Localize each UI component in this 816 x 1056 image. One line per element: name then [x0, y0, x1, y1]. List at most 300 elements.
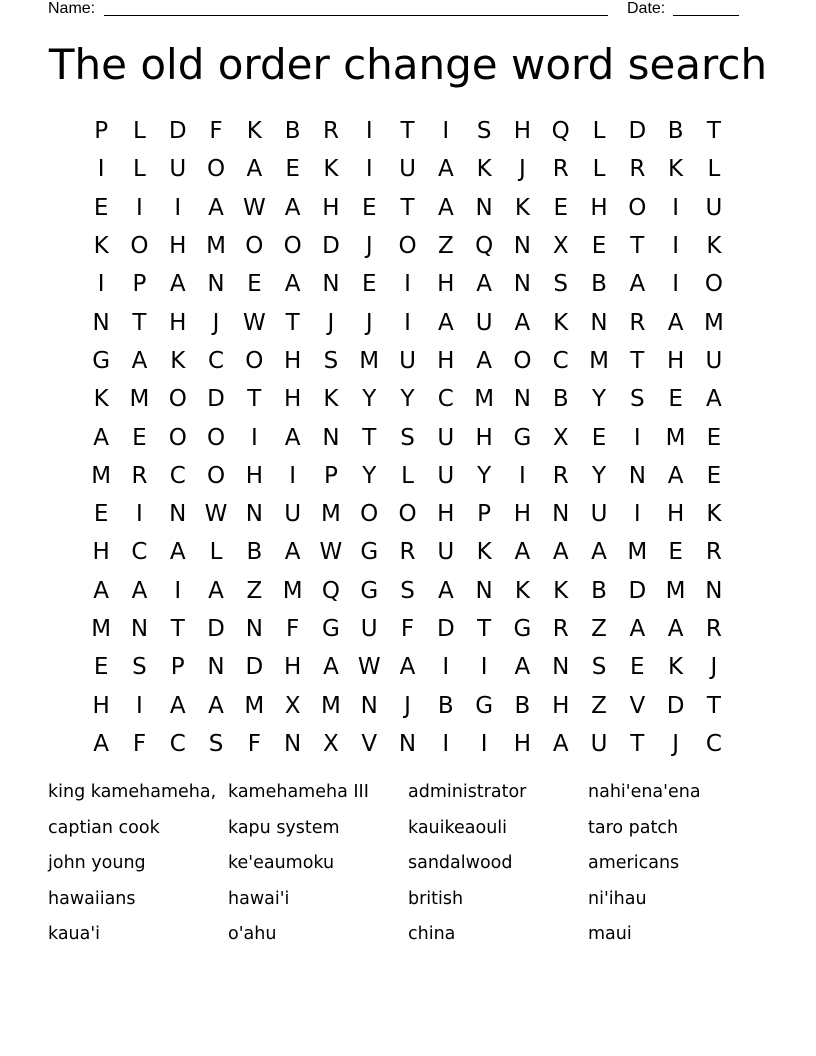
grid-letter: A	[208, 194, 224, 221]
grid-letter: H	[666, 347, 685, 374]
grid-letter: W	[242, 194, 266, 221]
grid-letter: O	[206, 462, 226, 489]
grid-letter: R	[322, 118, 339, 145]
grid-letter: P	[477, 501, 492, 528]
grid-letter: H	[92, 539, 110, 566]
grid-letter: L	[592, 156, 606, 183]
grid-letter: T	[630, 347, 645, 374]
grid-letter: G	[475, 692, 494, 719]
grid-letter: F	[209, 118, 223, 145]
name-label: Name:	[48, 0, 96, 17]
grid-letter: H	[437, 271, 455, 298]
grid-letter: S	[591, 654, 607, 681]
grid-letter: R	[399, 539, 416, 566]
word-list-item: administrator	[408, 782, 527, 802]
grid-letter: J	[327, 309, 335, 336]
grid-letter: N	[513, 233, 532, 260]
grid-letter: K	[93, 233, 109, 260]
grid-letter: N	[92, 309, 110, 336]
grid-letter: K	[514, 194, 530, 221]
grid-letter: D	[436, 616, 455, 642]
grid-letter: K	[668, 156, 684, 183]
grid-letter: I	[365, 118, 373, 145]
grid-letter: X	[552, 424, 569, 451]
grid-letter: A	[208, 577, 224, 604]
grid-letter: S	[400, 577, 415, 604]
grid-letter: I	[174, 194, 182, 221]
grid-letter: K	[93, 386, 109, 413]
grid-letter: J	[672, 730, 679, 757]
grid-letter: T	[362, 424, 377, 451]
grid-letter: H	[475, 424, 493, 451]
grid-letter: I	[442, 118, 450, 145]
grid-letter: Y	[362, 462, 377, 489]
grid-letter: Q	[551, 118, 570, 145]
grid-letter: Z	[591, 616, 607, 642]
grid-letter: M	[665, 424, 686, 451]
grid-letter: A	[208, 692, 224, 719]
grid-letter: E	[247, 271, 262, 298]
grid-letter: D	[207, 616, 225, 642]
grid-letter: O	[206, 424, 226, 451]
grid-letter: E	[553, 194, 568, 221]
grid-letter: I	[97, 271, 105, 298]
word-list-item: o'ahu	[228, 924, 277, 944]
grid-letter: A	[437, 577, 454, 604]
grid-letter: A	[629, 616, 646, 642]
grid-letter: A	[93, 577, 110, 604]
grid-letter: E	[668, 386, 683, 413]
grid-letter: X	[552, 233, 569, 260]
grid-letter: A	[169, 271, 186, 298]
grid-letter: M	[206, 233, 226, 260]
grid-letter: O	[704, 271, 723, 298]
grid-letter: C	[131, 539, 148, 566]
grid-letter: B	[667, 118, 684, 145]
grid-letter: M	[91, 462, 112, 489]
grid-letter: U	[705, 194, 723, 221]
grid-letter: H	[590, 194, 608, 221]
grid-letter: Y	[400, 386, 415, 413]
grid-letter: G	[92, 347, 111, 374]
grid-letter: U	[399, 156, 416, 183]
grid-letter: U	[705, 347, 723, 374]
grid-letter: A	[514, 539, 531, 566]
grid-letter: D	[322, 233, 340, 260]
grid-letter: H	[245, 462, 263, 489]
grid-letter: M	[703, 309, 724, 336]
grid-letter: A	[284, 271, 301, 298]
grid-letter: J	[365, 309, 373, 336]
grid-letter: E	[591, 424, 607, 451]
grid-letter: N	[284, 730, 302, 757]
grid-letter: D	[245, 654, 264, 681]
word-list-item: kamehameha III	[228, 782, 369, 802]
grid-letter: U	[590, 501, 608, 528]
grid-letter: I	[672, 271, 679, 298]
grid-letter: O	[398, 233, 417, 260]
grid-letter: I	[97, 156, 105, 183]
grid-letter: J	[404, 692, 411, 719]
grid-letter: H	[322, 194, 340, 221]
grid-letter: S	[400, 424, 415, 451]
grid-letter: M	[321, 692, 341, 719]
grid-letter: U	[590, 730, 608, 757]
grid-letter: R	[629, 309, 646, 336]
grid-letter: H	[283, 386, 302, 413]
grid-letter: I	[365, 156, 373, 183]
grid-letter: J	[710, 654, 718, 681]
grid-letter: T	[630, 730, 645, 757]
grid-letter: T	[170, 616, 185, 642]
grid-letter: O	[206, 156, 226, 183]
grid-letter: A	[246, 156, 263, 183]
grid-letter: P	[323, 462, 338, 489]
grid-letter: G	[360, 577, 379, 604]
word-list-item: nahi'ena'ena	[588, 782, 701, 802]
grid-letter: M	[627, 539, 648, 566]
grid-letter: W	[319, 539, 343, 566]
page-title: The old order change word search	[48, 40, 768, 89]
grid-letter: U	[169, 156, 187, 183]
grid-letter: K	[553, 577, 569, 604]
grid-letter: U	[437, 424, 455, 451]
grid-letter: S	[476, 118, 492, 145]
grid-letter: C	[208, 347, 225, 374]
grid-letter: I	[519, 462, 526, 489]
grid-letter: K	[668, 654, 684, 681]
grid-letter: A	[437, 309, 454, 336]
grid-letter: R	[552, 156, 569, 183]
grid-letter: Z	[437, 233, 454, 260]
word-list-item: kaua'i	[48, 924, 101, 944]
grid-letter: N	[628, 462, 646, 489]
grid-letter: I	[289, 462, 297, 489]
grid-letter: S	[208, 730, 224, 757]
grid-letter: P	[94, 118, 109, 145]
grid-letter: N	[130, 616, 149, 642]
grid-letter: I	[480, 654, 488, 681]
grid-letter: N	[552, 501, 570, 528]
grid-letter: E	[361, 271, 377, 298]
word-list-item: ni'ihau	[588, 888, 647, 909]
grid-letter: I	[672, 194, 679, 221]
grid-letter: B	[514, 692, 531, 719]
grid-letter: I	[672, 233, 679, 260]
grid-letter: O	[168, 424, 187, 451]
grid-letter: N	[513, 386, 532, 413]
grid-letter: F	[400, 616, 415, 642]
grid-letter: A	[552, 730, 569, 757]
word-list-item: kauikeaouli	[408, 817, 508, 838]
grid-letter: O	[360, 501, 379, 528]
grid-letter: H	[513, 118, 532, 145]
grid-letter: A	[284, 539, 301, 566]
grid-letter: N	[169, 501, 187, 528]
date-label: Date:	[627, 0, 666, 17]
grid-letter: K	[514, 577, 530, 604]
grid-letter: H	[437, 347, 455, 374]
grid-letter: R	[552, 462, 569, 489]
grid-letter: E	[706, 462, 722, 489]
grid-letter: H	[437, 501, 455, 528]
grid-letter: M	[474, 386, 495, 413]
grid-letter: A	[667, 616, 684, 642]
grid-letter: Q	[321, 577, 340, 604]
grid-letter: Y	[591, 462, 607, 489]
grid-letter: D	[666, 692, 685, 719]
word-list-item: americans	[588, 853, 680, 873]
grid-letter: L	[592, 118, 606, 145]
grid-letter: A	[629, 271, 646, 298]
grid-letter: B	[591, 271, 607, 298]
grid-letter: I	[442, 730, 450, 757]
grid-letter: A	[437, 156, 454, 183]
word-list-item: china	[408, 924, 456, 944]
grid-letter: H	[666, 501, 685, 528]
grid-letter: N	[513, 271, 532, 298]
grid-letter: H	[513, 501, 532, 528]
grid-letter: U	[437, 462, 455, 489]
grid-letter: T	[400, 194, 415, 221]
grid-letter: M	[589, 347, 609, 374]
grid-letter: A	[169, 539, 186, 566]
grid-letter: U	[475, 309, 493, 336]
grid-letter: E	[93, 194, 109, 221]
grid-letter: A	[131, 577, 148, 604]
grid-letter: G	[360, 539, 379, 566]
grid-letter: M	[129, 386, 150, 413]
grid-letter: M	[359, 347, 380, 374]
grid-letter: S	[553, 271, 569, 298]
grid-letter: A	[399, 654, 416, 681]
grid-letter: O	[628, 194, 647, 221]
word-list-item: sandalwood	[408, 853, 513, 873]
grid-letter: K	[476, 539, 492, 566]
grid-letter: S	[132, 654, 147, 681]
grid-letter: E	[591, 233, 607, 260]
grid-letter: E	[285, 156, 300, 183]
grid-letter: F	[132, 730, 147, 757]
word-list-item: hawai'i	[228, 888, 290, 909]
date-blank-line	[673, 15, 739, 16]
worksheet-header	[0, 0, 816, 22]
grid-letter: K	[553, 309, 569, 336]
grid-letter: N	[590, 309, 608, 336]
grid-letter: J	[212, 309, 220, 336]
grid-letter: R	[131, 462, 148, 489]
grid-letter: M	[665, 577, 686, 604]
grid-letter: F	[247, 730, 261, 757]
grid-letter: S	[323, 347, 339, 374]
grid-letter: T	[706, 692, 721, 719]
grid-letter: I	[136, 692, 143, 719]
grid-letter: L	[401, 462, 414, 489]
grid-letter: T	[285, 309, 300, 336]
grid-letter: I	[136, 194, 143, 221]
grid-letter: G	[513, 616, 532, 642]
grid-letter: C	[437, 386, 454, 413]
grid-letter: N	[207, 271, 225, 298]
grid-letter: B	[591, 577, 607, 604]
grid-letter: O	[168, 386, 187, 413]
grid-letter: X	[323, 730, 339, 757]
grid-letter: Z	[246, 577, 263, 604]
grid-letter: A	[591, 539, 607, 566]
grid-letter: O	[245, 347, 264, 374]
grid-letter: Y	[477, 462, 492, 489]
grid-letter: R	[629, 156, 646, 183]
grid-letter: P	[132, 271, 147, 298]
grid-letter: Z	[591, 692, 607, 719]
grid-letter: Y	[591, 386, 607, 413]
grid-letter: V	[629, 692, 646, 719]
word-list-item: john young	[48, 853, 146, 873]
grid-letter: H	[552, 692, 570, 719]
grid-letter: N	[322, 424, 340, 451]
grid-letter: K	[323, 386, 339, 413]
grid-letter: W	[357, 654, 381, 681]
grid-letter: M	[321, 501, 341, 528]
word-list-item: taro patch	[588, 817, 679, 838]
grid-letter: P	[170, 654, 185, 681]
grid-letter: U	[399, 347, 416, 374]
grid-letter: M	[244, 692, 265, 719]
grid-letter: O	[398, 501, 417, 528]
grid-letter: E	[630, 654, 645, 681]
grid-letter: C	[169, 462, 186, 489]
grid-letter: G	[513, 424, 532, 451]
grid-letter: J	[365, 233, 373, 260]
grid-letter: H	[283, 347, 302, 374]
grid-letter: O	[283, 233, 302, 260]
grid-letter: A	[323, 654, 339, 681]
grid-letter: I	[404, 309, 411, 336]
grid-letter: C	[705, 730, 722, 757]
grid-letter: C	[169, 730, 186, 757]
grid-letter: H	[169, 233, 187, 260]
word-list-item: hawaiians	[48, 888, 136, 909]
letter-grid	[82, 112, 733, 763]
name-blank-line	[104, 15, 608, 16]
grid-letter: A	[514, 654, 531, 681]
grid-letter: I	[480, 730, 488, 757]
grid-letter: T	[247, 386, 262, 413]
grid-letter: L	[707, 156, 721, 183]
grid-letter: A	[667, 309, 684, 336]
grid-letter: E	[93, 501, 109, 528]
grid-letter: U	[284, 501, 302, 528]
grid-letter: G	[322, 616, 340, 642]
grid-letter: A	[284, 424, 301, 451]
grid-letter: R	[705, 616, 722, 642]
grid-letter: I	[174, 577, 182, 604]
grid-letter: I	[250, 424, 258, 451]
grid-letter: A	[476, 271, 492, 298]
grid-letter: N	[207, 654, 225, 681]
grid-letter: E	[93, 654, 109, 681]
grid-letter: B	[437, 692, 454, 719]
grid-letter: A	[169, 692, 186, 719]
grid-letter: R	[552, 616, 569, 642]
grid-letter: N	[245, 501, 263, 528]
grid-letter: I	[442, 654, 450, 681]
grid-letter: I	[633, 501, 641, 528]
grid-letter: N	[398, 730, 417, 757]
grid-letter: A	[131, 347, 148, 374]
grid-letter: U	[360, 616, 378, 642]
grid-letter: W	[204, 501, 228, 528]
grid-letter: X	[284, 692, 301, 719]
grid-letter: N	[245, 616, 263, 642]
grid-letter: D	[168, 118, 187, 145]
grid-letter: H	[513, 730, 532, 757]
grid-letter: V	[361, 730, 378, 757]
grid-letter: I	[404, 271, 411, 298]
grid-letter: E	[132, 424, 147, 451]
grid-letter: O	[245, 233, 264, 260]
grid-letter: W	[242, 309, 266, 336]
grid-letter: I	[633, 424, 641, 451]
grid-letter: U	[437, 539, 455, 566]
grid-letter: K	[706, 233, 722, 260]
word-list-item: kapu system	[228, 817, 340, 838]
word-list-item: captian cook	[48, 817, 160, 838]
grid-letter: Y	[362, 386, 377, 413]
grid-letter: D	[207, 386, 225, 413]
grid-letter: A	[552, 539, 569, 566]
grid-letter: H	[169, 309, 187, 336]
grid-letter: A	[93, 730, 110, 757]
grid-letter: H	[92, 692, 110, 719]
grid-letter: B	[552, 386, 569, 413]
grid-letter: L	[133, 118, 146, 145]
grid-letter: E	[668, 539, 683, 566]
grid-letter: S	[630, 386, 645, 413]
grid-letter: D	[628, 577, 647, 604]
grid-letter: A	[514, 309, 531, 336]
grid-letter: E	[361, 194, 377, 221]
grid-letter: K	[246, 118, 262, 145]
grid-letter: A	[284, 194, 301, 221]
word-list-item: british	[408, 888, 464, 909]
grid-letter: F	[286, 616, 300, 642]
grid-letter: N	[360, 692, 378, 719]
grid-letter: K	[170, 347, 186, 374]
grid-letter: O	[513, 347, 532, 374]
grid-letter: M	[91, 616, 112, 642]
grid-letter: N	[322, 271, 340, 298]
grid-letter: A	[476, 347, 492, 374]
grid-letter: K	[476, 156, 492, 183]
grid-letter: T	[477, 616, 492, 642]
grid-letter: A	[93, 424, 110, 451]
grid-letter: B	[246, 539, 263, 566]
grid-letter: K	[323, 156, 339, 183]
grid-letter: A	[437, 194, 454, 221]
word-list-item: ke'eaumoku	[228, 853, 335, 873]
grid-letter: D	[628, 118, 647, 145]
grid-letter: O	[130, 233, 149, 260]
grid-letter: B	[284, 118, 301, 145]
grid-letter: A	[667, 462, 684, 489]
grid-letter: N	[705, 577, 723, 604]
grid-letter: K	[706, 501, 722, 528]
grid-letter: T	[400, 118, 415, 145]
grid-letter: A	[706, 386, 722, 413]
grid-letter: I	[136, 501, 143, 528]
grid-letter: N	[552, 654, 570, 681]
